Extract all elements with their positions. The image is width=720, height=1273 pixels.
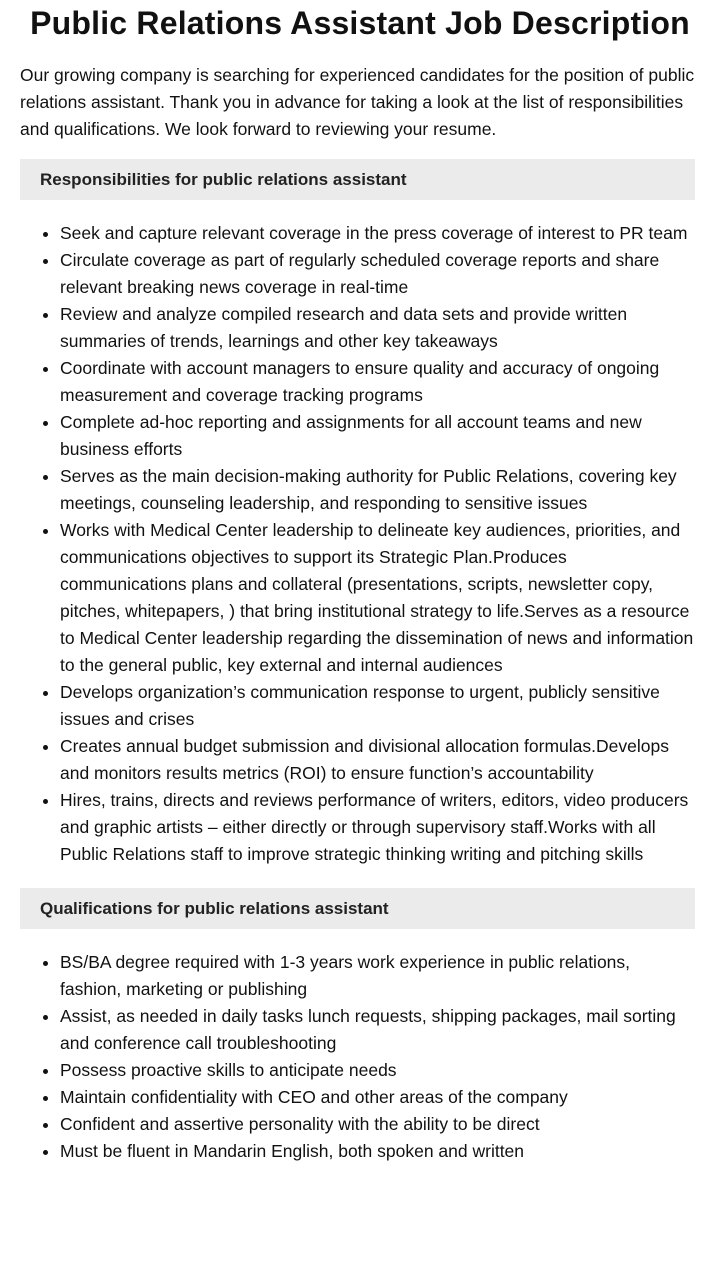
responsibilities-list — [20, 220, 695, 868]
page-title: Public Relations Assistant Job Description — [30, 5, 690, 41]
list-item: • Must be fluent in Mandarin English, both spoken and written — [60, 1138, 695, 1165]
list-item: • Circulate coverage as part of regularly scheduled coverage reports and share relevant breaking news coverage in real-time — [60, 247, 695, 301]
responsibilities-heading: Responsibilities for public relations assistant — [20, 159, 695, 200]
list-item: • Maintain confidentiality with CEO and other areas of the company — [60, 1084, 695, 1111]
intro-paragraph: Our growing company is searching for experienced candidates for the position of public relations assistant. Thank you in advance for taking a look at the list of responsibilities and qualifications. We look forward to reviewing your resume. — [20, 65, 695, 139]
list-item: • Possess proactive skills to anticipate needs — [60, 1057, 695, 1084]
list-item: • Hires, trains, directs and reviews performance of writers, editors, video producers and graphic artists – either directly or through supervisory staff.Works with all Public Relations staff to improve strategic thinking writing and pitching skills — [60, 787, 695, 868]
list-item: • Creates annual budget submission and divisional allocation formulas.Develops and monitors results metrics (ROI) to ensure function’s accountability — [60, 733, 695, 787]
list-item: • Complete ad-hoc reporting and assignments for all account teams and new business efforts — [60, 409, 695, 463]
qualifications-heading: Qualifications for public relations assistant — [20, 888, 695, 929]
list-item: • Develops organization’s communication response to urgent, publicly sensitive issues and crises — [60, 679, 695, 733]
list-item: • Serves as the main decision-making authority for Public Relations, covering key meetings, counseling leadership, and responding to sensitive issues — [60, 463, 695, 517]
list-item: • Review and analyze compiled research and data sets and provide written summaries of trends, learnings and other key takeaways — [60, 301, 695, 355]
list-item: • Works with Medical Center leadership to delineate key audiences, priorities, and communications objectives to support its Strategic Plan.Produces communications plans and collateral (presentations, scripts, newsletter copy, pitches, whitepapers, ) that bring institutional strategy to life.Serves as a resource to Medical Center leadership regarding the dissemination of news and information to the general public, key external and internal audiences — [60, 517, 695, 679]
list-item: • Coordinate with account managers to ensure quality and accuracy of ongoing measurement and coverage tracking programs — [60, 355, 695, 409]
qualifications-list — [20, 949, 695, 1165]
list-item: • Seek and capture relevant coverage in the press coverage of interest to PR team — [60, 220, 695, 247]
list-item: • Assist, as needed in daily tasks lunch requests, shipping packages, mail sorting and conference call troubleshooting — [60, 1003, 695, 1057]
list-item: • BS/BA degree required with 1-3 years work experience in public relations, fashion, marketing or publishing — [60, 949, 695, 1003]
list-item: • Confident and assertive personality with the ability to be direct — [60, 1111, 695, 1138]
